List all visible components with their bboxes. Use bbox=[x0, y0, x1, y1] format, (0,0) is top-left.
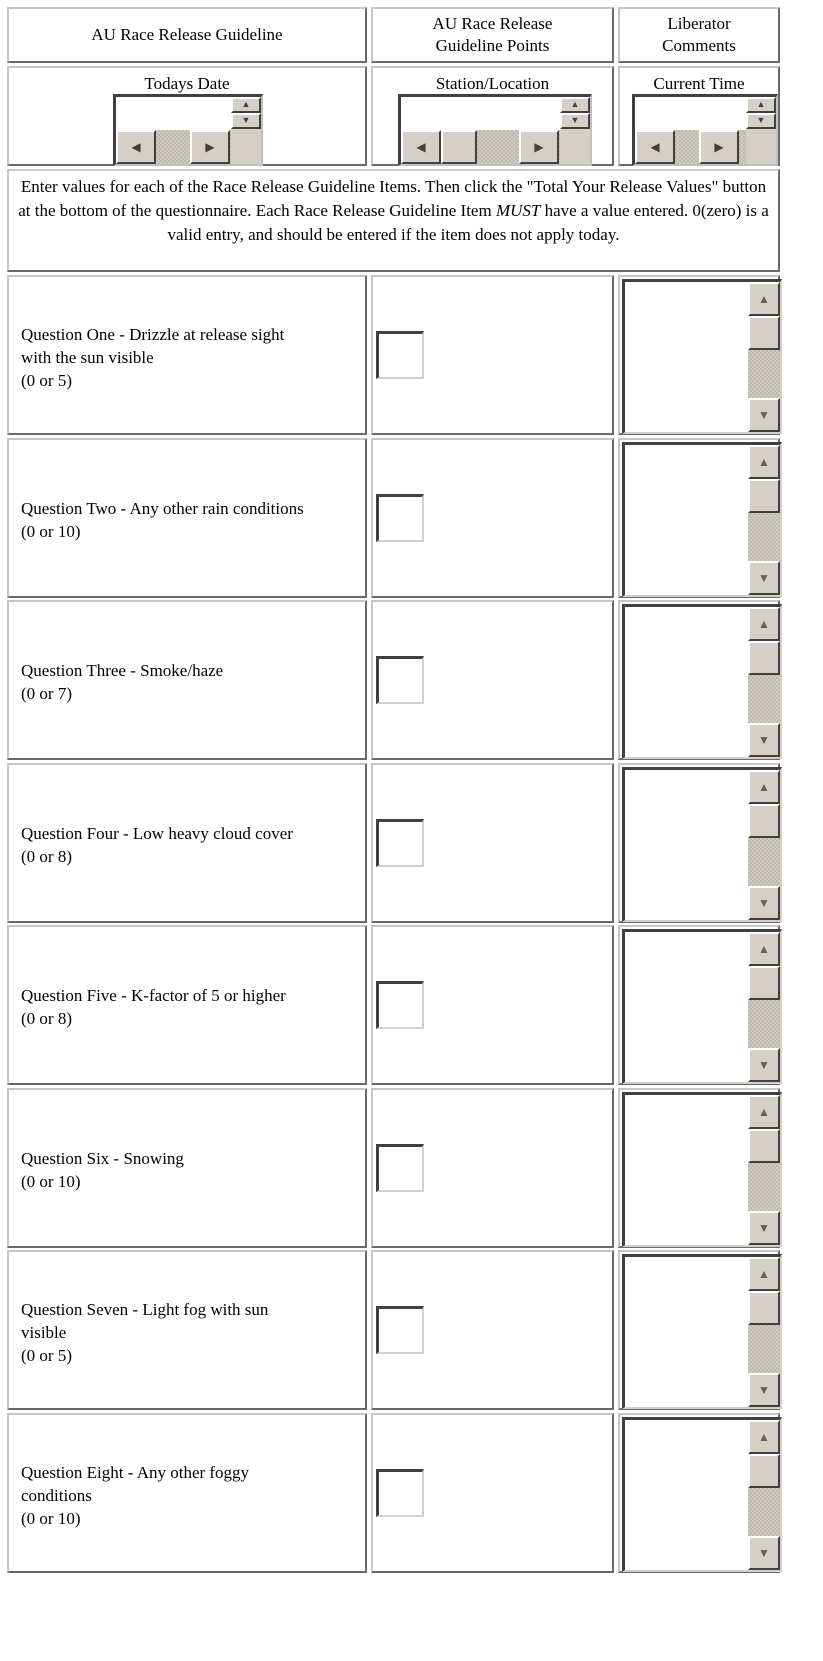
points-cell bbox=[371, 1088, 614, 1248]
station-horizontal-scrollbar[interactable] bbox=[401, 130, 560, 164]
time-textarea[interactable] bbox=[632, 94, 778, 166]
scroll-thumb[interactable] bbox=[748, 479, 780, 513]
question-cell bbox=[7, 600, 367, 760]
question-text bbox=[21, 659, 357, 705]
scroll-left-icon[interactable]: ◀ bbox=[116, 130, 156, 164]
scroll-left-icon[interactable]: ◀ bbox=[635, 130, 675, 164]
scroll-down-icon[interactable]: ▼ bbox=[748, 1373, 780, 1407]
question-line: Question Six - Snowing bbox=[21, 1149, 184, 1168]
header-comments-label bbox=[662, 13, 736, 57]
question-line: visible bbox=[21, 1323, 67, 1342]
question-cell bbox=[7, 925, 367, 1085]
time-horizontal-scrollbar[interactable] bbox=[635, 130, 746, 164]
time-label: Current Time bbox=[653, 74, 745, 93]
comments-textarea[interactable] bbox=[622, 767, 782, 922]
comments-scrollbar[interactable] bbox=[748, 282, 780, 432]
station-label: Station/Location bbox=[435, 74, 550, 93]
comments-textarea[interactable] bbox=[622, 604, 782, 759]
question-text bbox=[21, 1147, 357, 1193]
header-points bbox=[371, 7, 614, 63]
time-cell bbox=[618, 66, 780, 166]
comments-textarea[interactable] bbox=[622, 929, 782, 1084]
date-textarea[interactable] bbox=[113, 94, 263, 166]
scrollbar-corner bbox=[560, 130, 590, 164]
scroll-up-icon[interactable]: ▲ bbox=[560, 97, 590, 113]
station-cell bbox=[371, 66, 614, 166]
comments-scrollbar[interactable] bbox=[748, 1257, 780, 1407]
date-label: Todays Date bbox=[144, 74, 230, 93]
question-text bbox=[21, 1298, 357, 1367]
scroll-down-icon[interactable]: ▼ bbox=[748, 886, 780, 920]
question-line: (0 or 5) bbox=[21, 1346, 72, 1365]
scroll-right-icon[interactable]: ▶ bbox=[699, 130, 739, 164]
scroll-down-icon[interactable]: ▼ bbox=[748, 398, 780, 432]
points-cell bbox=[371, 925, 614, 1085]
date-cell bbox=[7, 66, 367, 166]
question-cell bbox=[7, 275, 367, 435]
comments-cell bbox=[618, 1088, 780, 1248]
question-line: (0 or 8) bbox=[21, 1009, 72, 1028]
points-input[interactable] bbox=[376, 1469, 424, 1517]
scroll-thumb[interactable] bbox=[748, 966, 780, 1000]
question-cell bbox=[7, 438, 367, 598]
scroll-down-icon[interactable]: ▼ bbox=[560, 113, 590, 129]
points-cell bbox=[371, 1413, 614, 1573]
comments-scrollbar[interactable] bbox=[748, 770, 780, 920]
scrollbar-corner bbox=[231, 130, 261, 164]
comments-textarea[interactable] bbox=[622, 1092, 782, 1247]
scroll-down-icon[interactable]: ▼ bbox=[231, 113, 261, 129]
header-points-line1: AU Race Release bbox=[432, 14, 553, 33]
points-input[interactable] bbox=[376, 1306, 424, 1354]
scroll-down-icon[interactable]: ▼ bbox=[748, 1536, 780, 1570]
instructions bbox=[7, 169, 780, 272]
question-cell bbox=[7, 1088, 367, 1248]
header-points-label bbox=[433, 13, 553, 57]
comments-scrollbar[interactable] bbox=[748, 607, 780, 757]
scroll-up-icon[interactable]: ▲ bbox=[748, 445, 780, 479]
points-cell bbox=[371, 1250, 614, 1410]
question-line: Question Five - K-factor of 5 or higher bbox=[21, 986, 286, 1005]
question-cell bbox=[7, 1413, 367, 1573]
question-line: Question Four - Low heavy cloud cover bbox=[21, 824, 293, 843]
scroll-up-icon[interactable]: ▲ bbox=[748, 607, 780, 641]
points-input[interactable] bbox=[376, 1144, 424, 1192]
date-horizontal-scrollbar[interactable] bbox=[116, 130, 231, 164]
comments-textarea[interactable] bbox=[622, 442, 782, 597]
scroll-thumb[interactable] bbox=[748, 316, 780, 350]
header-comments-line2: Comments bbox=[662, 36, 736, 55]
points-cell bbox=[371, 763, 614, 923]
station-vertical-scrollbar[interactable] bbox=[560, 97, 590, 130]
comments-cell bbox=[618, 275, 780, 435]
question-text bbox=[21, 984, 357, 1030]
points-input[interactable] bbox=[376, 981, 424, 1029]
question-line: Question Seven - Light fog with sun bbox=[21, 1300, 269, 1319]
question-line: Question Three - Smoke/haze bbox=[21, 661, 224, 680]
time-vertical-scrollbar[interactable] bbox=[746, 97, 776, 130]
comments-cell bbox=[618, 600, 780, 760]
scroll-up-icon[interactable]: ▲ bbox=[748, 932, 780, 966]
scroll-thumb[interactable] bbox=[748, 804, 780, 838]
comments-scrollbar[interactable] bbox=[748, 1420, 780, 1570]
header-guideline-label: AU Race Release Guideline bbox=[91, 25, 283, 44]
question-line: (0 or 10) bbox=[21, 1509, 81, 1528]
scroll-up-icon[interactable]: ▲ bbox=[748, 1257, 780, 1291]
question-cell bbox=[7, 1250, 367, 1410]
comments-cell bbox=[618, 925, 780, 1085]
question-text bbox=[21, 822, 357, 868]
comments-cell bbox=[618, 1413, 780, 1573]
question-line: (0 or 10) bbox=[21, 1172, 81, 1191]
date-vertical-scrollbar[interactable] bbox=[231, 97, 261, 130]
scroll-thumb[interactable] bbox=[441, 130, 477, 164]
comments-scrollbar[interactable] bbox=[748, 445, 780, 595]
points-input[interactable] bbox=[376, 331, 424, 379]
question-text bbox=[21, 1461, 357, 1530]
comments-textarea[interactable] bbox=[622, 1254, 782, 1409]
scroll-up-icon[interactable]: ▲ bbox=[748, 282, 780, 316]
points-cell bbox=[371, 438, 614, 598]
question-line: (0 or 8) bbox=[21, 847, 72, 866]
question-line: Question Eight - Any other foggy bbox=[21, 1463, 250, 1482]
comments-scrollbar[interactable] bbox=[748, 932, 780, 1082]
scroll-down-icon[interactable]: ▼ bbox=[748, 561, 780, 595]
scroll-down-icon[interactable]: ▼ bbox=[748, 1211, 780, 1245]
question-line: Question One - Drizzle at release sight bbox=[21, 325, 285, 344]
question-text bbox=[21, 497, 357, 543]
comments-cell bbox=[618, 438, 780, 598]
scroll-thumb[interactable] bbox=[748, 1454, 780, 1488]
scroll-up-icon[interactable]: ▲ bbox=[231, 97, 261, 113]
instructions-text: Enter values for each of the Race Release Guideline Items. Then click the "Total Your Release Values" button at the bottom of the questionnaire. Each Race Release Guideline Item bbox=[18, 177, 767, 220]
station-textarea[interactable] bbox=[398, 94, 592, 166]
question-line: (0 or 5) bbox=[21, 371, 72, 390]
scroll-right-icon[interactable]: ▶ bbox=[190, 130, 230, 164]
scroll-thumb[interactable] bbox=[748, 1129, 780, 1163]
scroll-up-icon[interactable]: ▲ bbox=[748, 1420, 780, 1454]
scroll-up-icon[interactable]: ▲ bbox=[746, 97, 776, 113]
instructions-text-end: have a value entered. 0(zero) is a valid entry, and should be entered if the item does not apply today. bbox=[167, 201, 769, 244]
header-comments-line1: Liberator bbox=[667, 14, 731, 33]
scroll-thumb[interactable] bbox=[748, 641, 780, 675]
scroll-up-icon[interactable]: ▲ bbox=[748, 770, 780, 804]
header-points-line2: Guideline Points bbox=[435, 36, 550, 55]
scroll-down-icon[interactable]: ▼ bbox=[748, 723, 780, 757]
scroll-thumb[interactable] bbox=[748, 1291, 780, 1325]
points-cell bbox=[371, 275, 614, 435]
question-text bbox=[21, 323, 357, 392]
question-line: (0 or 10) bbox=[21, 522, 81, 541]
comments-scrollbar[interactable] bbox=[748, 1095, 780, 1245]
question-line: (0 or 7) bbox=[21, 684, 72, 703]
question-line: Question Two - Any other rain conditions bbox=[21, 499, 304, 518]
question-line: conditions bbox=[21, 1486, 92, 1505]
points-cell bbox=[371, 600, 614, 760]
scroll-up-icon[interactable]: ▲ bbox=[748, 1095, 780, 1129]
points-input[interactable] bbox=[376, 819, 424, 867]
points-input[interactable] bbox=[376, 656, 424, 704]
scroll-left-icon[interactable]: ◀ bbox=[401, 130, 441, 164]
comments-cell bbox=[618, 763, 780, 923]
comments-textarea[interactable] bbox=[622, 1417, 782, 1572]
scroll-right-icon[interactable]: ▶ bbox=[519, 130, 559, 164]
question-line: with the sun visible bbox=[21, 348, 154, 367]
header-guideline bbox=[7, 7, 367, 63]
scrollbar-corner bbox=[746, 130, 776, 164]
comments-cell bbox=[618, 1250, 780, 1410]
instructions-emphasis: MUST bbox=[495, 201, 541, 220]
scroll-down-icon[interactable]: ▼ bbox=[748, 1048, 780, 1082]
question-cell bbox=[7, 763, 367, 923]
comments-textarea[interactable] bbox=[622, 279, 782, 434]
scroll-down-icon[interactable]: ▼ bbox=[746, 113, 776, 129]
points-input[interactable] bbox=[376, 494, 424, 542]
header-comments bbox=[618, 7, 780, 63]
